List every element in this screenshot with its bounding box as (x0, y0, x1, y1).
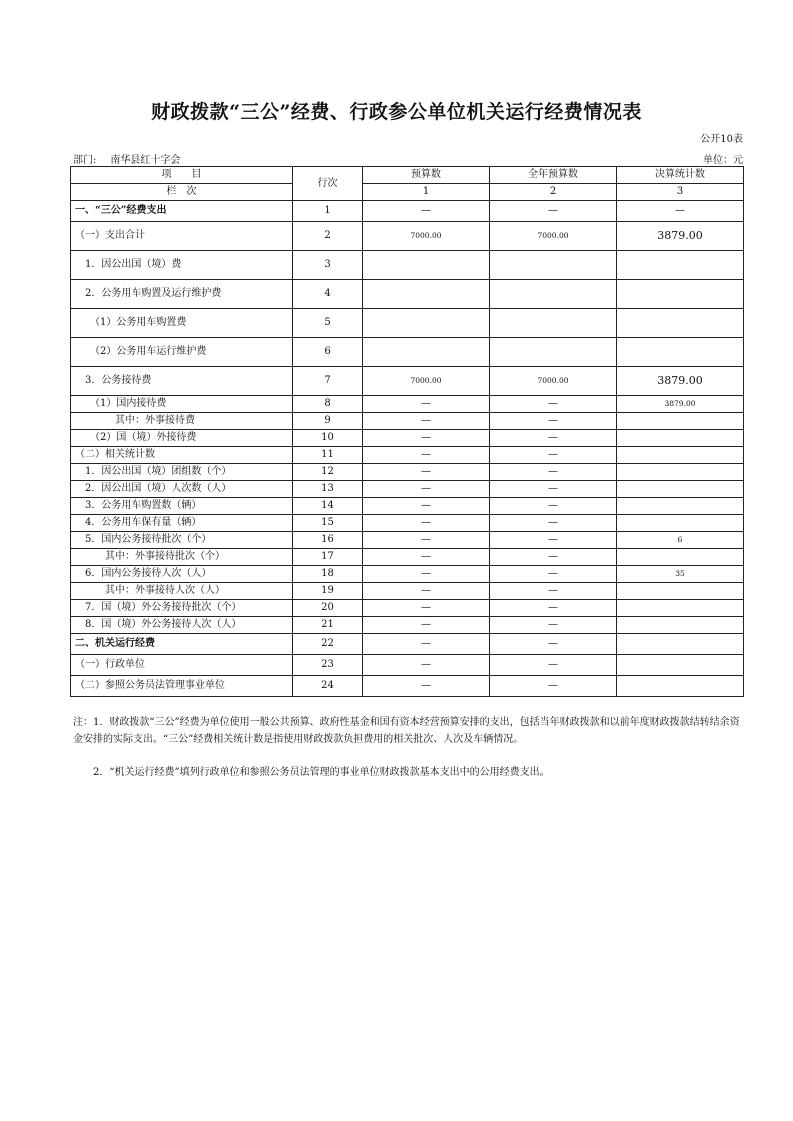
table-row (71, 309, 744, 338)
expense-table (70, 166, 744, 697)
row-number: 10 (293, 430, 363, 447)
header-lanci-row (71, 184, 744, 201)
row-number: 21 (293, 617, 363, 634)
row-item-name: 2．因公出国（境）人次数（人） (71, 481, 293, 498)
table-row (71, 532, 744, 549)
table-row (71, 515, 744, 532)
row-value-col3 (617, 515, 744, 532)
row-value-col2: 7000.00 (490, 222, 617, 251)
table-row (71, 338, 744, 367)
row-value-col2: — (490, 676, 617, 697)
row-value-col3 (617, 481, 744, 498)
row-value-col2 (490, 309, 617, 338)
row-number: 14 (293, 498, 363, 515)
table-row (71, 549, 744, 566)
row-number: 18 (293, 566, 363, 583)
table-row (71, 583, 744, 600)
row-value-col2: — (490, 617, 617, 634)
table-row (71, 655, 744, 676)
row-value-col1: — (363, 515, 490, 532)
row-value-col3 (617, 413, 744, 430)
row-value-col1: — (363, 634, 490, 655)
row-value-col3 (617, 430, 744, 447)
header-row (71, 167, 744, 184)
row-item-name: （2）公务用车运行维护费 (71, 338, 293, 367)
row-value-col3 (617, 280, 744, 309)
table-row (71, 413, 744, 430)
row-value-col1: — (363, 583, 490, 600)
row-number: 24 (293, 676, 363, 697)
row-value-col1: — (363, 676, 490, 697)
row-number: 15 (293, 515, 363, 532)
row-value-col3: — (617, 201, 744, 222)
header-n3: 3 (617, 184, 744, 201)
row-number: 3 (293, 251, 363, 280)
row-value-col1: — (363, 430, 490, 447)
table-row (71, 676, 744, 697)
row-number: 22 (293, 634, 363, 655)
row-item-name: （二）参照公务员法管理事业单位 (71, 676, 293, 697)
row-number: 12 (293, 464, 363, 481)
row-number: 17 (293, 549, 363, 566)
row-number: 6 (293, 338, 363, 367)
table-row (71, 617, 744, 634)
row-value-col2: — (490, 447, 617, 464)
row-value-col2: — (490, 634, 617, 655)
table-row (71, 464, 744, 481)
row-value-col2: — (490, 583, 617, 600)
header-n2: 2 (490, 184, 617, 201)
row-value-col3: 3879.00 (617, 367, 744, 396)
table-row (71, 447, 744, 464)
row-value-col1: — (363, 532, 490, 549)
row-number: 5 (293, 309, 363, 338)
row-value-col2: — (490, 430, 617, 447)
note-2: 2．“机关运行经费”填列行政单位和参照公务员法管理的事业单位财政拨款基本支出中的公用经费支出。 (93, 767, 550, 778)
row-item-name: 2．公务用车购置及运行维护费 (71, 280, 293, 309)
row-value-col3 (617, 549, 744, 566)
row-value-col3 (617, 464, 744, 481)
notes (73, 714, 748, 748)
row-value-col1: — (363, 549, 490, 566)
row-value-col3 (617, 600, 744, 617)
header-item: 项 目 (71, 167, 293, 184)
row-item-name: 1．因公出国（境）费 (71, 251, 293, 280)
row-number: 1 (293, 201, 363, 222)
row-item-name: （一）行政单位 (71, 655, 293, 676)
row-value-col2: — (490, 549, 617, 566)
table-row (71, 222, 744, 251)
row-item-name: 6．国内公务接待人次（人） (71, 566, 293, 583)
row-value-col1: — (363, 413, 490, 430)
row-value-col2: — (490, 532, 617, 549)
row-number: 11 (293, 447, 363, 464)
row-item-name: 8．国（境）外公务接待人次（人） (71, 617, 293, 634)
row-value-col1: — (363, 481, 490, 498)
header-col2: 全年预算数 (490, 167, 617, 184)
row-number: 20 (293, 600, 363, 617)
table-row (71, 396, 744, 413)
row-value-col1: — (363, 464, 490, 481)
row-value-col2: 7000.00 (490, 367, 617, 396)
row-value-col3 (617, 251, 744, 280)
row-value-col1: — (363, 201, 490, 222)
row-item-name: 7．国（境）外公务接待批次（个） (71, 600, 293, 617)
row-item-name: （一）支出合计 (71, 222, 293, 251)
department-label: 部门: (73, 155, 97, 166)
row-value-col1: — (363, 617, 490, 634)
row-value-col3 (617, 338, 744, 367)
row-value-col2: — (490, 515, 617, 532)
table-row (71, 566, 744, 583)
header-col3: 决算统计数 (617, 167, 744, 184)
header-n1: 1 (363, 184, 490, 201)
row-value-col2 (490, 338, 617, 367)
row-value-col3 (617, 309, 744, 338)
row-value-col1: — (363, 600, 490, 617)
row-value-col3 (617, 617, 744, 634)
row-item-name: 二、机关运行经费 (71, 634, 293, 655)
row-value-col1: — (363, 447, 490, 464)
table-row (71, 251, 744, 280)
header-row-no: 行次 (293, 167, 363, 201)
table-row (71, 367, 744, 396)
row-value-col3: 3879.00 (617, 222, 744, 251)
row-value-col1 (363, 251, 490, 280)
row-item-name: 4．公务用车保有量（辆） (71, 515, 293, 532)
row-value-col2: — (490, 396, 617, 413)
row-number: 19 (293, 583, 363, 600)
row-value-col1: 7000.00 (363, 367, 490, 396)
row-item-name: 3．公务接待费 (71, 367, 293, 396)
row-value-col2: — (490, 655, 617, 676)
row-item-name: 其中：外事接待人次（人） (71, 583, 293, 600)
table-row (71, 600, 744, 617)
table-row (71, 481, 744, 498)
row-item-name: 一、“三公”经费支出 (71, 201, 293, 222)
row-value-col2 (490, 251, 617, 280)
row-value-col2: — (490, 201, 617, 222)
form-code: 公开10表 (700, 134, 743, 145)
row-value-col3 (617, 655, 744, 676)
row-item-name: 其中：外事接待批次（个） (71, 549, 293, 566)
row-number: 16 (293, 532, 363, 549)
row-item-name: 3．公务用车购置数（辆） (71, 498, 293, 515)
row-value-col1: — (363, 655, 490, 676)
note-1: 注：1．财政拨款“三公”经费为单位使用一般公共预算、政府性基金和国有资本经营预算安排的支出，包括当年财政拨款和以前年度财政拨款结转结余资金安排的实际支出。“三公”经费相关统计数是指使用财政拨款负担费用的相关批次、人次及车辆情况。 (73, 717, 740, 745)
row-value-col2 (490, 280, 617, 309)
row-value-col1 (363, 338, 490, 367)
table-row (71, 280, 744, 309)
row-value-col1 (363, 280, 490, 309)
row-value-col3 (617, 498, 744, 515)
row-value-col2: — (490, 481, 617, 498)
row-value-col3 (617, 447, 744, 464)
row-number: 8 (293, 396, 363, 413)
unit-label: 单位：元 (703, 155, 743, 166)
row-number: 7 (293, 367, 363, 396)
row-item-name: （1）公务用车购置费 (71, 309, 293, 338)
header-col1: 预算数 (363, 167, 490, 184)
row-value-col1: — (363, 396, 490, 413)
row-value-col2: — (490, 600, 617, 617)
table-row (71, 498, 744, 515)
row-value-col1 (363, 309, 490, 338)
table-row (71, 634, 744, 655)
row-item-name: 其中：外事接待费 (71, 413, 293, 430)
row-value-col3 (617, 634, 744, 655)
row-number: 2 (293, 222, 363, 251)
table-row (71, 201, 744, 222)
row-value-col2: — (490, 498, 617, 515)
row-number: 9 (293, 413, 363, 430)
row-value-col2: — (490, 413, 617, 430)
row-value-col1: — (363, 566, 490, 583)
row-value-col3 (617, 583, 744, 600)
row-value-col3: 3879.00 (617, 396, 744, 413)
row-value-col1: 7000.00 (363, 222, 490, 251)
department-line (73, 151, 194, 166)
row-value-col3 (617, 676, 744, 697)
row-item-name: 1．因公出国（境）团组数（个） (71, 464, 293, 481)
row-item-name: （2）国（境）外接待费 (71, 430, 293, 447)
header-lanci: 栏 次 (71, 184, 293, 201)
row-value-col3: 35 (617, 566, 744, 583)
row-value-col3: 6 (617, 532, 744, 549)
department-name: 南华县红十字会 (110, 155, 181, 166)
row-value-col2: — (490, 464, 617, 481)
row-item-name: （二）相关统计数 (71, 447, 293, 464)
row-item-name: （1）国内接待费 (71, 396, 293, 413)
row-number: 23 (293, 655, 363, 676)
row-value-col2: — (490, 566, 617, 583)
row-item-name: 5．国内公务接待批次（个） (71, 532, 293, 549)
row-value-col1: — (363, 498, 490, 515)
row-number: 4 (293, 280, 363, 309)
table-row (71, 430, 744, 447)
row-number: 13 (293, 481, 363, 498)
page-title: 财政拨款“三公”经费、行政参公单位机关运行经费情况表 (151, 101, 642, 123)
